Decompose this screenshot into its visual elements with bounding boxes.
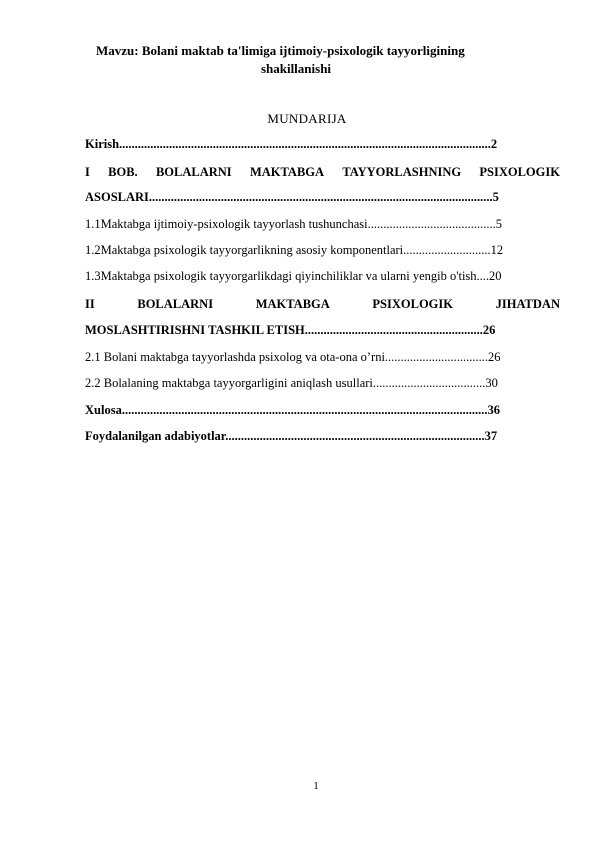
toc-entry-chapter-2-title[interactable] — [85, 295, 560, 313]
document-topic — [96, 42, 496, 78]
topic-line-1: Mavzu: Bolani maktab ta'limiga ijtimoiy-psixologik tayyorligining — [96, 43, 465, 58]
toc-entry-2-1[interactable]: 2.1 Bolani maktabga tayyorlashda psixolog va ota-ona o’rni.................................26 — [85, 350, 501, 364]
toc-word: I — [85, 165, 90, 179]
toc-entry-2-2[interactable]: 2.2 Bolalaning maktabga tayyorgarligini aniqlash usullari....................................30 — [85, 376, 498, 390]
toc-word: MAKTABGA — [255, 297, 330, 311]
toc-entry-xulosa[interactable]: Xulosa.....................................................................................................................36 — [85, 403, 500, 417]
toc-entry-1-1[interactable]: 1.1Maktabga ijtimoiy-psixologik tayyorlash tushunchasi.........................................5 — [85, 217, 502, 231]
toc-word: JIHATDAN — [495, 297, 560, 311]
toc-word: PSIXOLOGIK — [479, 165, 560, 179]
topic-line-2: shakillanishi — [260, 61, 332, 76]
toc-word: MAKTABGA — [249, 165, 325, 179]
toc-entry-chapter-2-cont[interactable]: MOSLASHTIRISHNI TASHKIL ETISH.........................................................26 — [85, 323, 496, 337]
toc-word: BOLALARNI — [155, 165, 232, 179]
toc-entry-kirish[interactable]: Kirish.......................................................................................................................2 — [85, 137, 498, 151]
toc-word: II — [85, 297, 95, 311]
toc-word: PSIXOLOGIK — [372, 297, 453, 311]
toc-entry-chapter-1-title[interactable] — [85, 163, 560, 181]
page-number: 1 — [313, 780, 319, 792]
contents-heading: MUNDARIJA — [267, 111, 347, 126]
toc-word: TAYYORLASHNING — [342, 165, 462, 179]
toc-entry-chapter-1-cont[interactable]: ASOSLARI..............................................................................................................5 — [85, 190, 499, 204]
toc-entry-1-2[interactable]: 1.2Maktabga psixologik tayyorgarlikning asosiy komponentlari............................12 — [85, 243, 504, 257]
toc-entry-1-3[interactable]: 1.3Maktabga psixologik tayyorgarlikdagi qiyinchiliklar va ularni yengib o'tish....20 — [85, 269, 502, 283]
toc-word: BOB. — [108, 165, 138, 179]
toc-word: BOLALARNI — [137, 297, 214, 311]
toc-entry-references[interactable]: Foydalanilgan adabiyotlar...................................................................................37 — [85, 429, 498, 443]
